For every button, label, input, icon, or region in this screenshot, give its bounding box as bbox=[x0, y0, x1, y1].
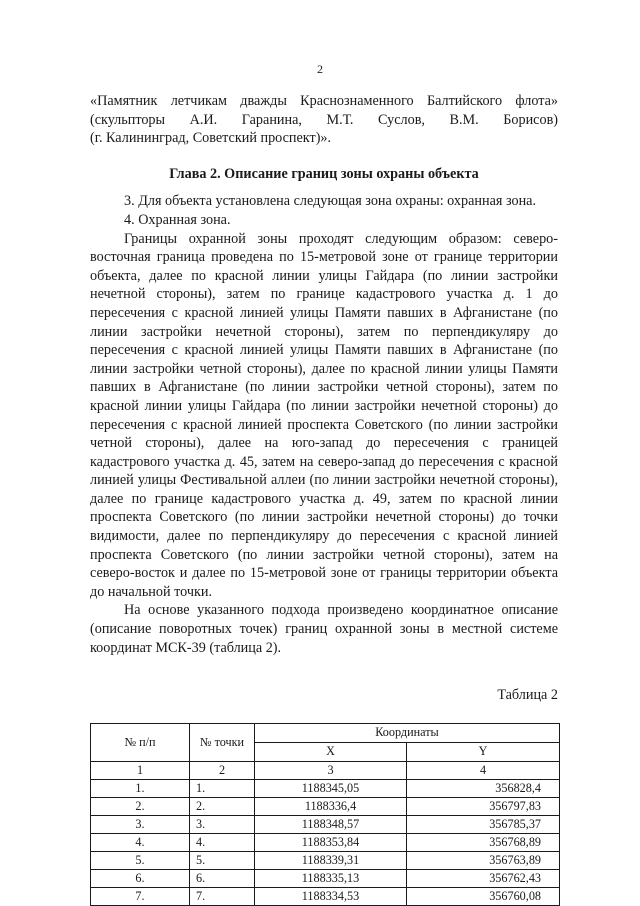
cell-y: 356785,37 bbox=[407, 815, 560, 833]
cell-x: 1188339,31 bbox=[255, 851, 407, 869]
cell-point: 6. bbox=[190, 869, 255, 887]
cell-point: 7. bbox=[190, 887, 255, 905]
cell-point: 1. bbox=[190, 779, 255, 797]
cell-y: 356762,43 bbox=[407, 869, 560, 887]
cell-num: 5. bbox=[91, 851, 190, 869]
page-number: 2 bbox=[317, 62, 323, 76]
cell-x: 1188348,57 bbox=[255, 815, 407, 833]
cell-y: 356760,08 bbox=[407, 887, 560, 905]
document-body bbox=[90, 92, 558, 906]
table-header-row bbox=[91, 723, 560, 742]
item-4: 4. Охранная зона. bbox=[124, 211, 231, 228]
header-x: X bbox=[255, 742, 407, 761]
cell-y: 356797,83 bbox=[407, 797, 560, 815]
table-label: Таблица 2 bbox=[497, 687, 558, 704]
header-point: № точки bbox=[190, 723, 255, 761]
item-3: 3. Для объекта установлена следующая зона охраны: охранная зона. bbox=[124, 193, 537, 210]
cell-x: 1188353,84 bbox=[255, 833, 407, 851]
col-number: 3 bbox=[255, 761, 407, 779]
boundary-description: Границы охранной зоны проходят следующим образом: северо-восточная граница проведена по 15-метровой зоне от границе территории объекта, далее по красной линии улицы Гайдара (по линии застройки нечетной стороны), затем по границе кадастрового участка д. 1 до пересечения с красной линией улицы Памяти павших в Афганистане (по линии застройки нечетной стороны), затем по перпендикуляру до пересечения с красной линией улицы Памяти павших в Афганистане (по линии застройки четной стороны), далее по красной линии улицы Памяти павших в Афганистане (по линии застройки четной стороны), затем по красной линии улицы Гайдара (по линии застройки нечетной стороны) до пересечения с красной линией проспекта Советского (по линии застройки четной стороны), далее на юго-запад до пересечения с границей кадастрового участка д. 45, затем на северо-запад до пересечения с красной линией улицы Фестивальной аллеи (по линии застройки нечетной стороны), далее по границе кадастрового участка д. 49, затем по красной линии проспекта Советского (по линии застройки нечетной стороны) до точки видимости, далее по перпендикуляру до пересечения с красной линией проспекта Советского (по линии застройки четной стороны), затем на северо-восток и далее по 15-метровой зоне от границы территории объекта до начальной точки. bbox=[90, 230, 558, 600]
coordinate-description: На основе указанного подхода произведено координатное описание (описание поворотных точек) границ охранной зоны в местной системе координат МСК-39 (таблица 2). bbox=[90, 602, 558, 656]
header-y: Y bbox=[407, 742, 560, 761]
header-num: № п/п bbox=[91, 723, 190, 761]
cell-point: 2. bbox=[190, 797, 255, 815]
intro-line-2: (скульпторы А.И. Гаранина, М.Т. Суслов, В.М. Борисов) bbox=[90, 111, 558, 128]
cell-x: 1188334,53 bbox=[255, 887, 407, 905]
table-row bbox=[91, 797, 560, 815]
table-column-numbers bbox=[91, 761, 560, 779]
table-row bbox=[91, 833, 560, 851]
cell-point: 3. bbox=[190, 815, 255, 833]
table-row bbox=[91, 887, 560, 905]
col-number: 4 bbox=[407, 761, 560, 779]
intro-line-3: (г. Калининград, Советский проспект)». bbox=[90, 130, 332, 147]
table-row bbox=[91, 779, 560, 797]
cell-num: 3. bbox=[91, 815, 190, 833]
col-number: 1 bbox=[91, 761, 190, 779]
cell-y: 356763,89 bbox=[407, 851, 560, 869]
cell-x: 1188335,13 bbox=[255, 869, 407, 887]
cell-point: 5. bbox=[190, 851, 255, 869]
cell-num: 4. bbox=[91, 833, 190, 851]
cell-num: 7. bbox=[91, 887, 190, 905]
intro-line-1: «Памятник летчикам дважды Краснознаменного Балтийского флота» bbox=[90, 93, 558, 109]
cell-num: 6. bbox=[91, 869, 190, 887]
cell-x: 1188345,05 bbox=[255, 779, 407, 797]
cell-y: 356828,4 bbox=[407, 779, 560, 797]
cell-point: 4. bbox=[190, 833, 255, 851]
table-row bbox=[91, 869, 560, 887]
cell-num: 1. bbox=[91, 779, 190, 797]
cell-y: 356768,89 bbox=[407, 833, 560, 851]
col-number: 2 bbox=[190, 761, 255, 779]
table-row bbox=[91, 815, 560, 833]
cell-x: 1188336,4 bbox=[255, 797, 407, 815]
table-row bbox=[91, 851, 560, 869]
header-coords: Координаты bbox=[255, 723, 560, 742]
coordinates-table bbox=[90, 723, 560, 906]
cell-num: 2. bbox=[91, 797, 190, 815]
chapter-title: Глава 2. Описание границ зоны охраны объекта bbox=[169, 165, 479, 182]
